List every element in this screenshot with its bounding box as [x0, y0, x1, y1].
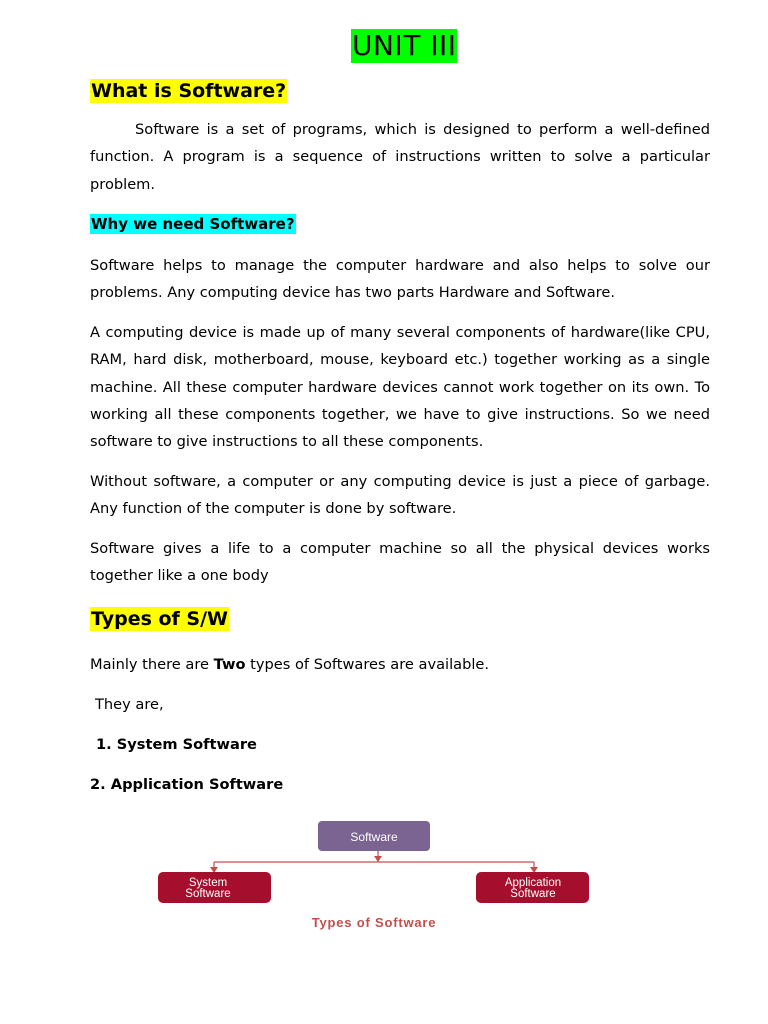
heading-types-of-sw: Types of S/W [91, 608, 229, 630]
diagram-system-software-label-2: Software [185, 888, 231, 900]
paragraph-software-life: Software gives a life to a computer machine so all the physical devices works together like a one body [90, 540, 710, 585]
they-are-label: They are, [95, 696, 164, 713]
diagram-application-software-label-2: Software [510, 888, 556, 900]
unit-title: UNIT III [352, 29, 457, 62]
diagram-arrow-root [374, 856, 382, 862]
types-intro-before: Mainly there are [90, 656, 214, 673]
paragraph-software-helps: Software helps to manage the computer hardware and also helps to solve our problems. Any computing device has two parts Hardware and Software. [90, 257, 710, 302]
paragraph-computing-device: A computing device is made up of many several components of hardware(like CPU, RAM, hard disk, motherboard, mouse, keyboard etc.) together working as a single machine. All these computer hardware devices cannot work together on its own. To working all these components together, we have to give instructions. So we need software to give instructions to all these components. [90, 324, 710, 451]
diagram-root-label: Software [350, 830, 398, 844]
diagram-caption: Types of Software [311, 915, 437, 930]
diagram-application-software-label-1: Application [504, 877, 562, 889]
paragraph-without-software: Without software, a computer or any computing device is just a piece of garbage. Any function of the computer is done by software. [90, 473, 710, 518]
heading-why-need-software: Why we need Software? [91, 215, 295, 233]
types-of-software-diagram [0, 815, 768, 945]
paragraph-software-definition: Software is a set of programs, which is designed to perform a well-defined function. A program is a sequence of instructions written to solve a particular problem. [90, 121, 710, 193]
types-intro-after: types of Softwares are available. [245, 656, 490, 673]
diagram-system-software-label-1: System [188, 877, 228, 889]
types-intro-bold: Two [213, 656, 246, 673]
list-item-system-software: 1. System Software [96, 736, 257, 753]
types-intro [90, 655, 489, 675]
heading-what-is-software: What is Software? [91, 80, 287, 102]
list-item-application-software: 2. Application Software [90, 776, 284, 793]
